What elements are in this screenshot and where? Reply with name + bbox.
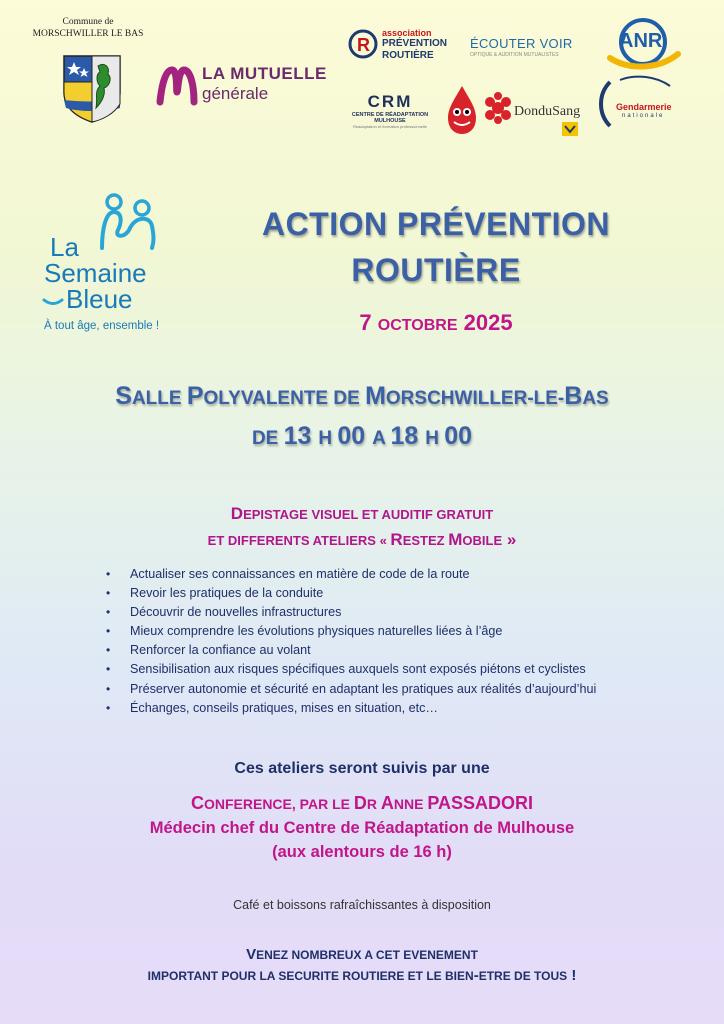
semaine-bleue-tagline: À tout âge, ensemble ! bbox=[44, 320, 160, 332]
closing-line-2 bbox=[0, 967, 724, 984]
depistage-heading-1 bbox=[0, 504, 724, 524]
text-run: » bbox=[502, 530, 517, 549]
text-run: AS bbox=[582, 388, 609, 409]
event-date-year: 2025 bbox=[457, 310, 513, 335]
text-run: PASSADORI bbox=[427, 793, 533, 813]
text-run: ENEZ NOMBREUX A CET EVENEMENT bbox=[256, 948, 478, 962]
conference-role: Médecin chef du Centre de Réadaptation de Mulhouse bbox=[149, 819, 575, 837]
list-item: • Échanges, conseils pratiques, mises en situation, etc… bbox=[106, 699, 706, 718]
text-run: EPISTAGE VISUEL ET AUDITIF GRATUIT bbox=[243, 507, 494, 522]
text-run: DE bbox=[251, 428, 284, 449]
text-run: IMPORTANT POUR LA SECURITE ROUTIERE ET LE BIEN bbox=[147, 969, 474, 983]
list-item: • Renforcer la confiance au volant bbox=[106, 641, 706, 660]
event-date bbox=[196, 310, 676, 336]
crm-logo bbox=[340, 92, 440, 132]
text-run: OBILE bbox=[462, 533, 503, 548]
mutuelle-line-1: LA MUTUELLE bbox=[202, 64, 327, 83]
text-run: ETRE DE TOUS bbox=[478, 969, 568, 983]
semaine-bleue-logo bbox=[38, 192, 178, 342]
depistage-heading-2 bbox=[0, 530, 724, 550]
text-run: 00 bbox=[444, 422, 473, 450]
ateliers-list bbox=[106, 565, 706, 718]
list-item: • Actualiser ses connaissances en matière de code de la route bbox=[106, 565, 706, 584]
ecouter-voir-subtitle: OPTIQUE & AUDITION MUTUALISTES bbox=[470, 52, 559, 58]
semaine-bleue-line-1: La bbox=[50, 232, 79, 262]
gendarmerie-logo bbox=[596, 72, 696, 132]
text-run: ONFERENCE, PAR LE bbox=[203, 796, 354, 812]
text-run: H bbox=[318, 428, 338, 449]
crm-title: CRM bbox=[367, 92, 413, 111]
la-poste-icon bbox=[562, 122, 578, 136]
text-run: D bbox=[230, 504, 244, 523]
crm-line-2: CENTRE DE RÉADAPTATION bbox=[351, 112, 429, 118]
mutuelle-m-icon bbox=[156, 62, 198, 108]
prevention-line-2: PRÉVENTION bbox=[382, 38, 448, 49]
list-item: • Revoir les pratiques de la conduite bbox=[106, 584, 706, 603]
text-run: A bbox=[372, 428, 391, 449]
blood-drop-mascot-icon bbox=[442, 82, 514, 138]
text-run: A bbox=[380, 793, 394, 813]
text-run: ESTEZ bbox=[402, 533, 449, 548]
list-item: • Sensibilisation aux risques spécifiques auxquels sont exposés piétons et cyclistes bbox=[106, 660, 706, 679]
prevention-routiere-logo bbox=[348, 26, 458, 66]
venue-hours bbox=[0, 422, 724, 451]
mutuelle-line-2: générale bbox=[202, 84, 269, 103]
venue-line bbox=[0, 382, 724, 411]
text-run: B bbox=[564, 382, 583, 410]
crm-line-4: Réadaptation et formation professionnelle bbox=[352, 124, 428, 129]
text-run: P bbox=[186, 382, 204, 410]
event-date-day: 7 bbox=[359, 310, 378, 335]
conference-time: (aux alentours de 16 h) bbox=[272, 843, 452, 861]
gendarmerie-line-2: nationale bbox=[622, 113, 665, 119]
list-item: • Découvrir de nouvelles infrastructures bbox=[106, 603, 706, 622]
semaine-bleue-line-2: Semaine bbox=[44, 258, 147, 288]
commune-crest-icon bbox=[60, 52, 124, 124]
don-du-sang-text: DonduSang bbox=[514, 104, 581, 119]
ecouter-voir-title: ÉCOUTER VOIR bbox=[470, 36, 573, 51]
suivis-text: Ces ateliers seront suivis par une bbox=[234, 760, 490, 777]
don-du-sang-logo bbox=[442, 82, 588, 138]
text-run: ALLE bbox=[131, 388, 187, 409]
commune-name bbox=[18, 16, 158, 40]
text-run: R bbox=[390, 530, 403, 549]
list-item: • Mieux comprendre les évolutions physiques naturelles liées à l’âge bbox=[106, 622, 706, 641]
semaine-bleue-figures-icon bbox=[92, 192, 162, 250]
text-run: 00 bbox=[337, 422, 373, 450]
commune-line-2: MORSCHWILLER LE BAS bbox=[32, 29, 144, 39]
page-title-line-2: ROUTIÈRE bbox=[351, 252, 521, 288]
text-run: ! bbox=[567, 967, 577, 984]
page-title-line-1: ACTION PRÉVENTION bbox=[261, 206, 611, 242]
cafe-note: Café et boissons rafraîchissantes à disposition bbox=[233, 898, 491, 912]
text-run: M bbox=[365, 382, 386, 410]
text-run: ORSCHWILLER-LE- bbox=[385, 388, 565, 409]
text-run: ET DIFFERENTS ATELIERS « bbox=[207, 533, 391, 548]
conference-speaker bbox=[0, 793, 724, 814]
gendarmerie-line-1: Gendarmerie bbox=[616, 102, 672, 112]
prevention-line-1: association bbox=[382, 28, 432, 38]
text-run: OLYVALENTE DE bbox=[203, 388, 366, 409]
text-run: V bbox=[246, 946, 257, 963]
text-run: S bbox=[115, 382, 132, 410]
commune-line-1: Commune de bbox=[62, 17, 114, 27]
text-run: M bbox=[448, 530, 463, 549]
list-item: • Préserver autonomie et sécurité en adaptant les pratiques aux réalités d’aujourd’hui bbox=[106, 680, 706, 699]
text-run: C bbox=[190, 793, 204, 813]
anr-logo bbox=[604, 18, 682, 74]
prevention-line-3: ROUTIÈRE bbox=[382, 50, 434, 61]
text-run: R bbox=[366, 796, 381, 812]
crm-line-3: MULHOUSE bbox=[374, 118, 406, 124]
text-run: - bbox=[473, 967, 479, 984]
semaine-bleue-line-3: Bleue bbox=[66, 284, 133, 314]
text-run: 13 bbox=[283, 422, 319, 450]
anr-text: ANR bbox=[619, 30, 663, 52]
event-date-month: OCTOBRE bbox=[377, 317, 458, 334]
svg-text:R: R bbox=[357, 35, 370, 55]
text-run: H bbox=[425, 428, 445, 449]
text-run: NNE bbox=[393, 796, 428, 812]
text-run: D bbox=[353, 793, 367, 813]
closing-line-1 bbox=[0, 946, 724, 963]
mutuelle-generale-logo bbox=[156, 62, 336, 112]
ecouter-voir-logo bbox=[470, 36, 580, 66]
prevention-r-icon bbox=[348, 28, 378, 60]
text-run: 18 bbox=[390, 422, 426, 450]
smile-underline-icon bbox=[42, 298, 64, 306]
